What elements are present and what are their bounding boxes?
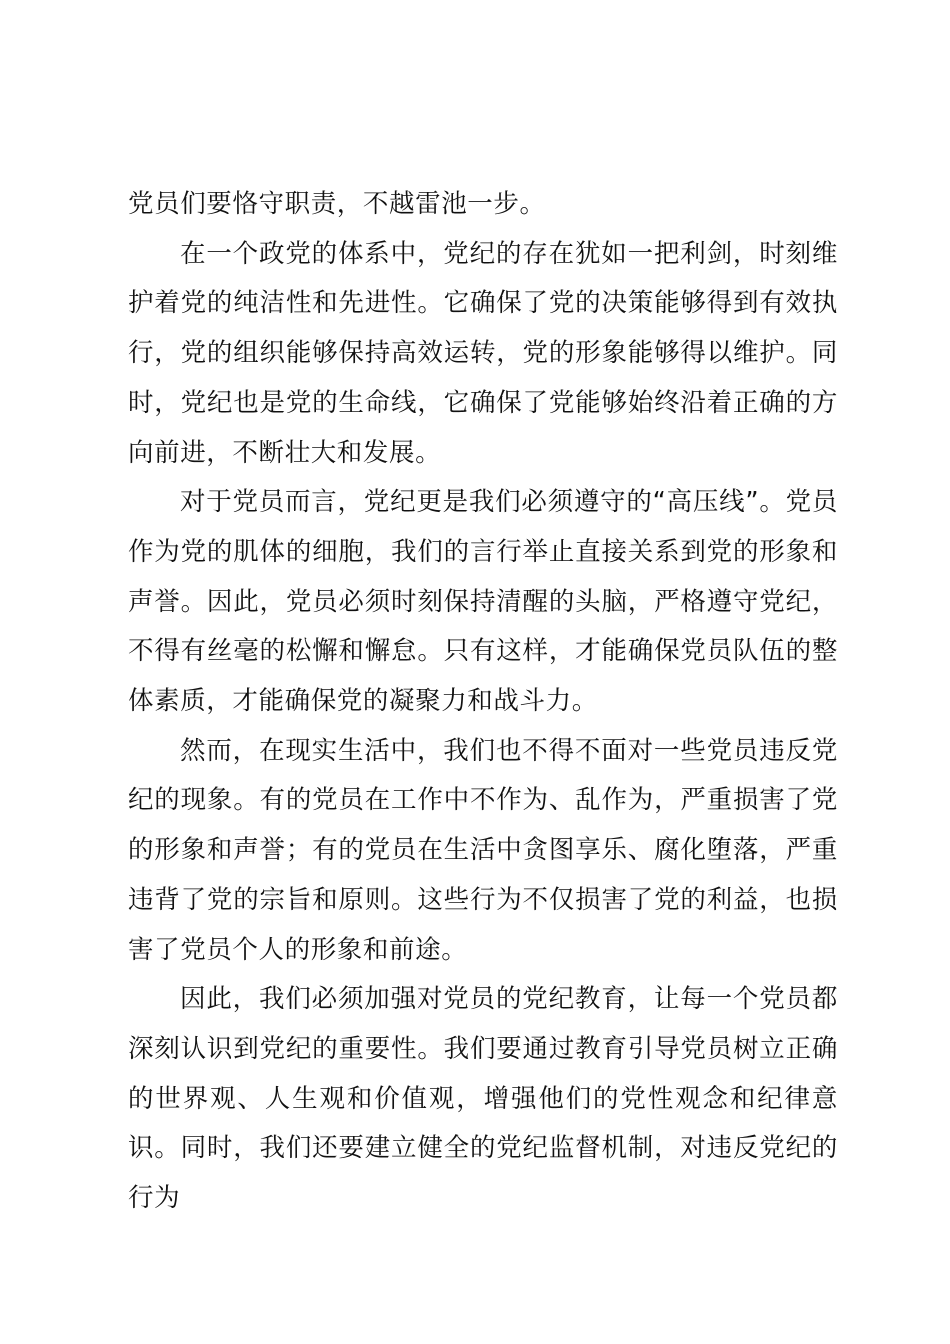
paragraph-4: 然而，在现实生活中，我们也不得不面对一些党员违反党纪的现象。有的党员在工作中不作为、乱作为，严重损害了党的形象和声誉；有的党员在生活中贪图享乐、腐化堕落，严重违背了党的宗旨和原则。这些行为不仅损害了党的利益，也损害了党员个人的形象和前途。 [128,735,838,965]
paragraph-1: 党员们要恪守职责，不越雷池一步。 [128,189,546,219]
paragraph-3: 对于党员而言，党纪更是我们必须遵守的“高压线”。党员作为党的肌体的细胞，我们的言行举止直接关系到党的形象和声誉。因此，党员必须时刻保持清醒的头脑，严格遵守党纪，不得有丝毫的松懈和懈怠。只有这样，才能确保党员队伍的整体素质，才能确保党的凝聚力和战斗力。 [128,487,838,717]
paragraph-2: 在一个政党的体系中，党纪的存在犹如一把利剑，时刻维护着党的纯洁性和先进性。它确保了党的决策能够得到有效执行，党的组织能够保持高效运转，党的形象能够得以维护。同时，党纪也是党的生命线，它确保了党能够始终沿着正确的方向前进，不断壮大和发展。 [128,238,838,468]
document-body [128,180,838,1224]
paragraph-5: 因此，我们必须加强对党员的党纪教育，让每一个党员都深刻认识到党纪的重要性。我们要通过教育引导党员树立正确的世界观、人生观和价值观，增强他们的党性观念和纪律意识。同时，我们还要建立健全的党纪监督机制，对违反党纪的行为 [128,984,838,1214]
